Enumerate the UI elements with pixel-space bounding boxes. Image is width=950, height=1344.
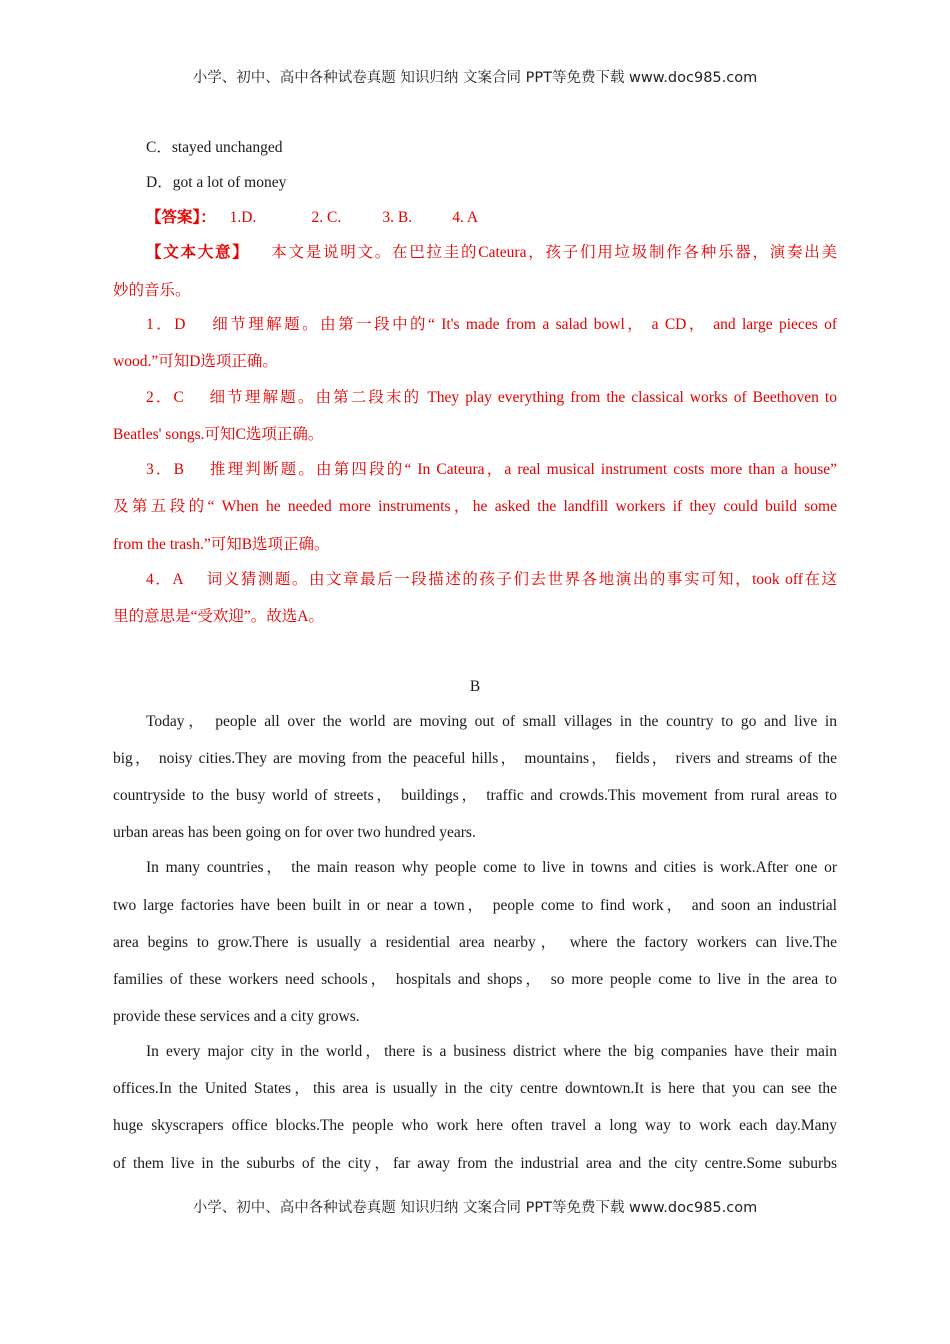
answer-item: 3. B.	[382, 209, 413, 226]
answer-line	[146, 208, 837, 228]
explanation-1-line-1: 1．D 细节理解题。由第一段中的“ It's made from a salad bowl， a CD， and large pieces of	[146, 316, 837, 333]
explanation-2-line-2: Beatles' songs.可知C选项正确。	[113, 426, 324, 443]
passage-line: countryside to the busy world of streets， buildings， traffic and crowds.This movement from rural areas to	[113, 787, 837, 804]
explanation-1-line-2: wood.”可知D选项正确。	[113, 353, 278, 370]
summary-line-2: 妙的音乐。	[113, 282, 191, 299]
passage-line: Today， people all over the world are moving out of small villages in the country to go and live in	[146, 713, 837, 730]
page-footer: 小学、初中、高中各种试卷真题 知识归纳 文案合同 PPT等免费下载 www.doc985.com	[192, 1200, 758, 1216]
explanation-3-line-1: 3．B 推理判断题。由第四段的“ In Cateura，a real musical instrument costs more than a house”	[146, 461, 837, 478]
summary-text: 本文是说明文。在巴拉圭的Cateura，孩子们用垃圾制作各种乐器，演奏出美	[269, 244, 837, 261]
explanation-2-line-1: 2．C 细节理解题。由第二段末的 They play everything from the classical works of Beethoven to	[146, 389, 837, 406]
page-header: 小学、初中、高中各种试卷真题 知识归纳 文案合同 PPT等免费下载 www.doc985.com	[192, 70, 758, 86]
explanation-4-line-1: 4．A 词义猜测题。由文章最后一段描述的孩子们去世界各地演出的事实可知，took off在这	[146, 571, 837, 588]
passage-line: In many countries， the main reason why people come to live in towns and cities is work.After one or	[146, 859, 837, 876]
passage-line: In every major city in the world，there is a business district where the big companies have their main	[146, 1043, 837, 1060]
section-b-title: B	[469, 678, 481, 695]
passage-line: huge skyscrapers office blocks.The people who work here often travel a long way to work each day.Many	[113, 1117, 837, 1134]
passage-line: area begins to grow.There is usually a residential area nearby， where the factory workers can live.The	[113, 934, 837, 951]
passage-line: provide these services and a city grows.	[113, 1008, 360, 1025]
passage-line: two large factories have been built in or near a town， people come to find work， and soon an industrial	[113, 897, 837, 914]
explanation-3-line-3: from the trash.”可知B选项正确。	[113, 536, 330, 553]
option-c: C．stayed unchanged	[146, 139, 283, 156]
answer-label: 【答案】：	[146, 209, 216, 226]
passage-line: big， noisy cities.They are moving from the peaceful hills， mountains， fields， rivers and streams of the	[113, 750, 837, 767]
summary-line-1	[146, 243, 837, 263]
answer-item: 2. C.	[311, 209, 342, 226]
explanation-3-line-2: 及第五段的“ When he needed more instruments，he asked the landfill workers if they could build some	[113, 498, 837, 515]
passage-line: urban areas has been going on for over two hundred years.	[113, 824, 476, 841]
passage-line: offices.In the United States，this area is usually in the city centre downtown.It is here that you can see the	[113, 1080, 837, 1097]
passage-line: families of these workers need schools， hospitals and shops， so more people come to live in the area to	[113, 971, 837, 988]
option-d: D．got a lot of money	[146, 174, 287, 191]
answer-item: 4. A	[452, 209, 479, 226]
explanation-4-line-2: 里的意思是“受欢迎”。故选A。	[113, 608, 324, 625]
summary-label: 【文本大意】	[146, 244, 250, 261]
answer-item: 1.D.	[229, 209, 257, 226]
passage-line: of them live in the suburbs of the city，far away from the industrial area and the city centre.Some suburbs	[113, 1155, 837, 1172]
